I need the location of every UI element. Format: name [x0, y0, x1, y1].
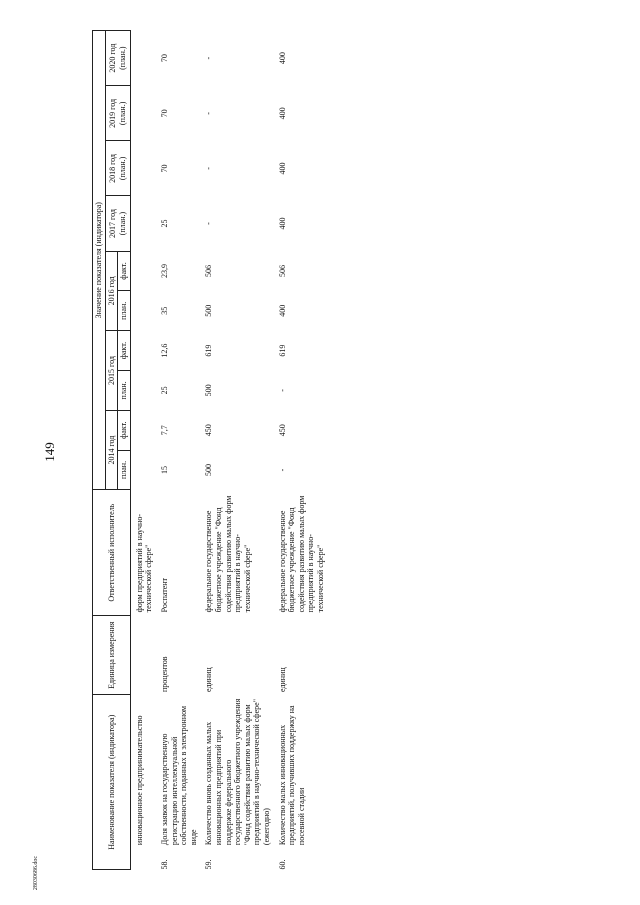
header-2018: 2018 год (план.) — [105, 141, 130, 196]
executor-cell: форм предприятий в научно-технической сфере" — [134, 513, 154, 613]
header-fact: факт. — [118, 251, 131, 291]
executor-cell: федеральное государственное бюджетное учреждение "Фонд содействия развитию малых форм предприятий в научно-технической сфере" — [277, 495, 325, 613]
value-2020 — [130, 31, 156, 86]
header-fact: факт. — [118, 410, 131, 450]
value-2014-plan: 15 — [159, 465, 169, 474]
value-2018: 70 — [159, 164, 169, 173]
header-values-group: Значение показателя (индикатора) — [93, 31, 106, 490]
value-2015-plan — [130, 370, 156, 410]
header-fact: факт. — [118, 331, 131, 371]
value-2015-fact: 619 — [204, 344, 214, 357]
header-plan: план. — [118, 291, 131, 331]
indicator-name: Количество вновь созданных малых инновационных предприятий при поддержке федерального государственного бюджетного учреждения "Фонд содействия развитию малых форм предприятий в научно-технической сфере" (ежегодно) — [204, 698, 271, 846]
value-2016-fact: 506 — [204, 265, 214, 277]
value-2020: 70 — [159, 54, 169, 63]
value-2016-fact: 506 — [277, 265, 287, 277]
value-2014-plan: 500 — [204, 463, 214, 476]
header-2017: 2017 год (план.) — [105, 196, 130, 251]
header-unit: Единица измерения — [93, 615, 131, 695]
unit-cell: единиц — [204, 667, 214, 692]
value-2017: - — [204, 222, 214, 225]
value-2014-plan: - — [277, 468, 287, 472]
value-2019: 70 — [159, 109, 169, 118]
value-2015-fact — [130, 331, 156, 371]
indicators-table — [92, 30, 327, 870]
header-2020: 2020 год (план.) — [105, 31, 130, 86]
table-row — [156, 31, 200, 870]
row-number: 58. — [159, 859, 169, 870]
value-2016-plan: 35 — [159, 306, 169, 315]
row-number: 59. — [204, 859, 214, 870]
value-2020: - — [204, 56, 214, 60]
executor-cell: федеральное государственное бюджетное учреждение "Фонд содействия развитию малых форм предприятий в научно-технической сфере" — [204, 495, 252, 613]
unit-cell: процентов — [159, 656, 169, 692]
value-2014-fact: 7,7 — [159, 425, 169, 436]
indicator-name: Количество малых инновационных предприятий, получивших поддержку на посевной стадии — [277, 705, 306, 846]
table-row — [274, 31, 328, 870]
value-2015-plan: 25 — [159, 386, 169, 395]
row-number — [130, 848, 156, 869]
header-2014: 2014 год — [105, 410, 118, 490]
value-2015-plan: 500 — [204, 384, 214, 397]
value-2018: - — [204, 167, 214, 170]
table-row — [200, 31, 273, 870]
value-2014-plan — [130, 450, 156, 490]
table-row — [130, 31, 156, 870]
value-2020: 400 — [277, 52, 287, 65]
header-executor: Ответственный исполнитель — [93, 490, 131, 616]
value-2017: 400 — [277, 217, 287, 230]
value-2019: - — [204, 112, 214, 115]
value-2015-plan: - — [277, 389, 287, 392]
value-2019 — [130, 86, 156, 141]
value-2014-fact — [130, 410, 156, 450]
value-2015-fact: 12,6 — [159, 343, 169, 358]
value-2017: 25 — [159, 219, 169, 228]
rotated-table-sheet — [92, 30, 542, 870]
header-plan: план. — [118, 450, 131, 490]
unit-cell — [130, 615, 156, 695]
value-2016-plan — [130, 291, 156, 331]
header-plan: план. — [118, 370, 131, 410]
document-filename: 28030686.doc — [33, 855, 39, 891]
header-name: Наименование показателя (индикатора) — [93, 695, 131, 870]
value-2016-fact — [130, 251, 156, 291]
value-2016-plan: 500 — [204, 304, 214, 317]
row-number: 60. — [277, 859, 287, 870]
page-number: 149 — [42, 442, 57, 462]
value-2018 — [130, 141, 156, 196]
executor-cell: Роспатент — [159, 577, 169, 613]
value-2014-fact: 450 — [277, 424, 287, 437]
header-2015: 2015 год — [105, 331, 118, 411]
value-2017 — [130, 196, 156, 251]
value-2018: 400 — [277, 162, 287, 175]
value-2019: 400 — [277, 107, 287, 120]
value-2014-fact: 450 — [204, 424, 214, 437]
value-2016-plan: 400 — [277, 304, 287, 317]
header-2016: 2016 год — [105, 251, 118, 331]
indicator-name: Доля заявок на государственную регистрацию интеллектуальной собственности, поданных в электронном виде — [159, 705, 198, 846]
value-2016-fact: 23,9 — [159, 264, 169, 278]
value-2015-fact: 619 — [277, 344, 287, 357]
indicator-name: инновационное предпринимательство — [134, 715, 144, 846]
header-2019: 2019 год (план.) — [105, 86, 130, 141]
unit-cell: единиц — [277, 667, 287, 692]
